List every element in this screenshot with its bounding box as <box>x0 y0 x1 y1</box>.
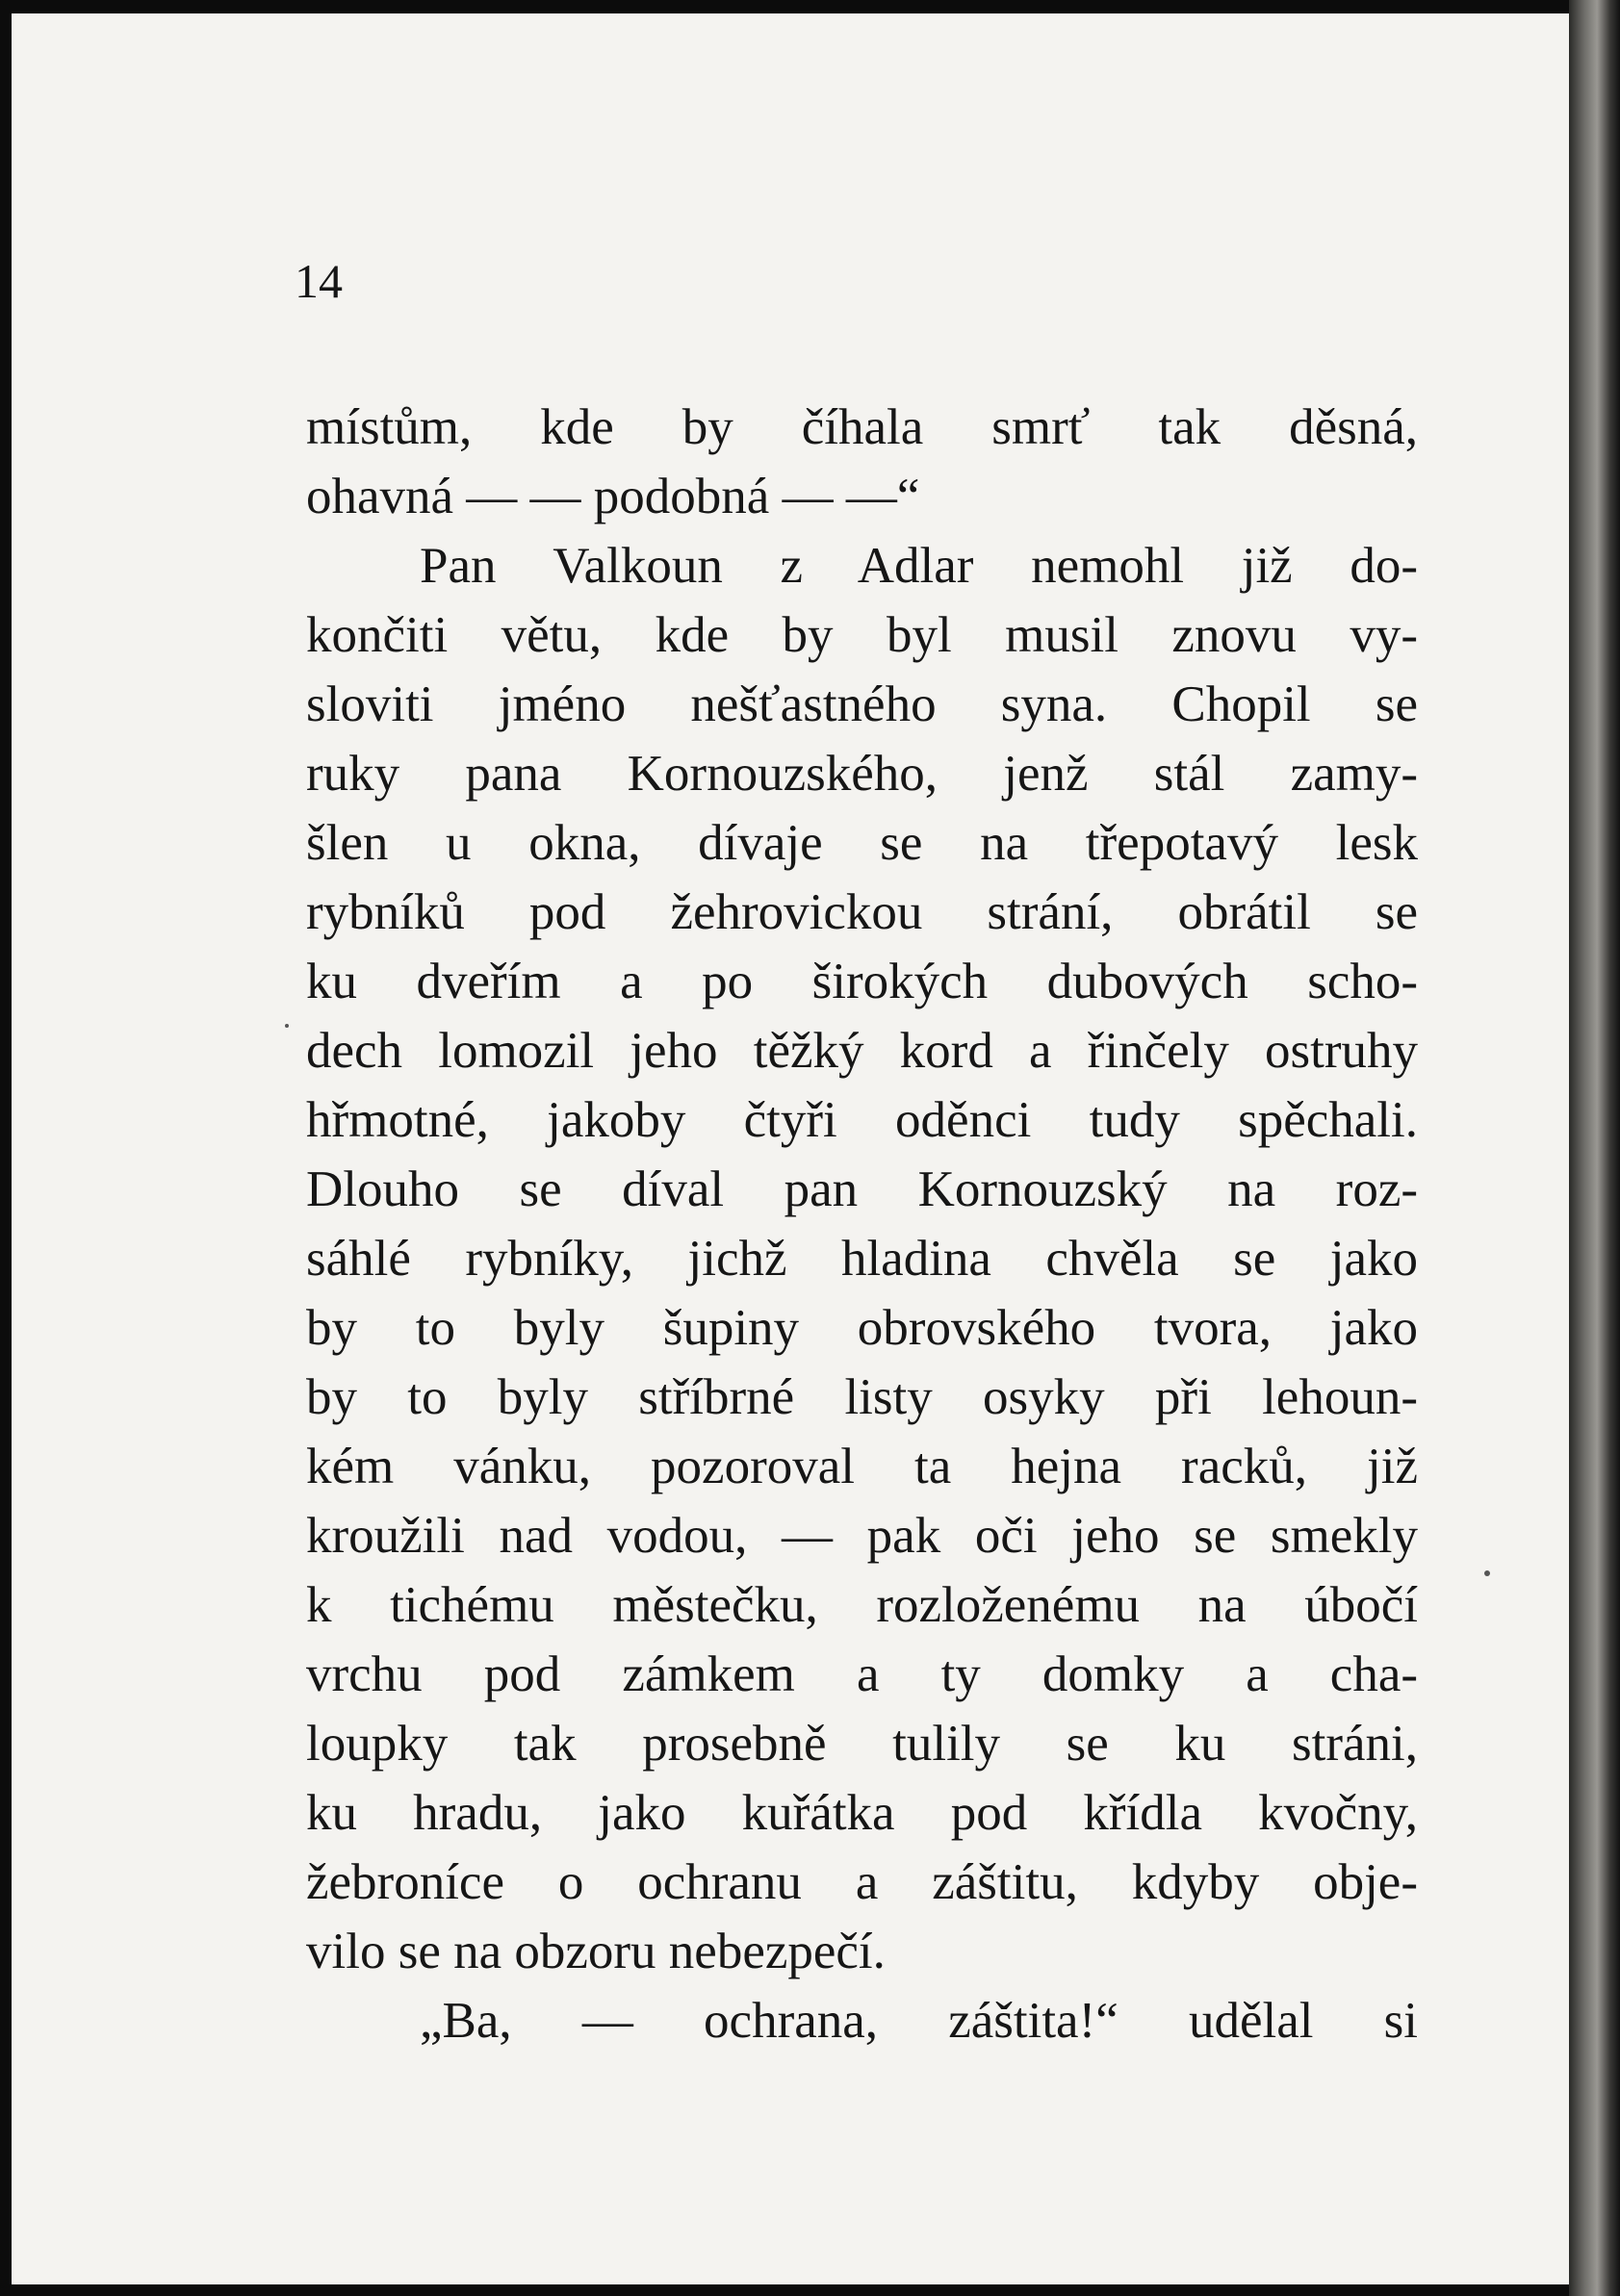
text-line: končiti větu, kde by byl musil znovu vy- <box>306 607 1418 663</box>
text-line: ruky pana Kornouzského, jenž stál zamy- <box>306 746 1418 802</box>
text-line: ku hradu, jako kuřátka pod křídla kvočny, <box>306 1785 1418 1841</box>
text-line: k tichému městečku, rozloženému na úbočí <box>306 1577 1418 1633</box>
scan-speck <box>285 1024 289 1028</box>
text-line: ku dveřím a po širokých dubových scho- <box>306 954 1418 1009</box>
text-line: šlen u okna, dívaje se na třepotavý lesk <box>306 815 1418 871</box>
text-line: Dlouho se díval pan Kornouzský na roz- <box>306 1161 1418 1217</box>
text-line: kroužili nad vodou, — pak oči jeho se smekly <box>306 1508 1418 1564</box>
text-line: žebroníce o ochranu a záštitu, kdyby obje- <box>306 1854 1418 1910</box>
text-line: Pan Valkoun z Adlar nemohl již do- <box>420 538 1418 594</box>
book-page-edge <box>1569 0 1620 2296</box>
text-line: loupky tak prosebně tulily se ku stráni, <box>306 1716 1418 1772</box>
text-line: vilo se na obzoru nebezpečí. <box>306 1924 886 1979</box>
page-number: 14 <box>295 254 343 308</box>
text-line: místům, kde by číhala smrť tak děsná, <box>306 399 1418 455</box>
text-line: „Ba, — ochrana, záštita!“ udělal si <box>420 1993 1418 2049</box>
text-line: kém vánku, pozoroval ta hejna racků, již <box>306 1439 1418 1494</box>
body-text <box>306 393 1418 2055</box>
text-line: sloviti jméno nešťastného syna. Chopil se <box>306 676 1418 732</box>
text-line: sáhlé rybníky, jichž hladina chvěla se jako <box>306 1231 1418 1287</box>
text-line: rybníků pod žehrovickou strání, obrátil se <box>306 884 1418 940</box>
text-line: vrchu pod zámkem a ty domky a cha- <box>306 1646 1418 1702</box>
text-line: dech lomozil jeho těžký kord a řinčely ostruhy <box>306 1023 1418 1079</box>
book-page <box>12 13 1569 2284</box>
text-line: ohavná — — podobná — —“ <box>306 469 920 524</box>
text-line: by to byly stříbrné listy osyky při lehoun- <box>306 1369 1418 1425</box>
scan-speck <box>1484 1570 1490 1576</box>
text-line: hřmotné, jakoby čtyři oděnci tudy spěchali. <box>306 1092 1418 1148</box>
text-line: by to byly šupiny obrovského tvora, jako <box>306 1300 1418 1356</box>
